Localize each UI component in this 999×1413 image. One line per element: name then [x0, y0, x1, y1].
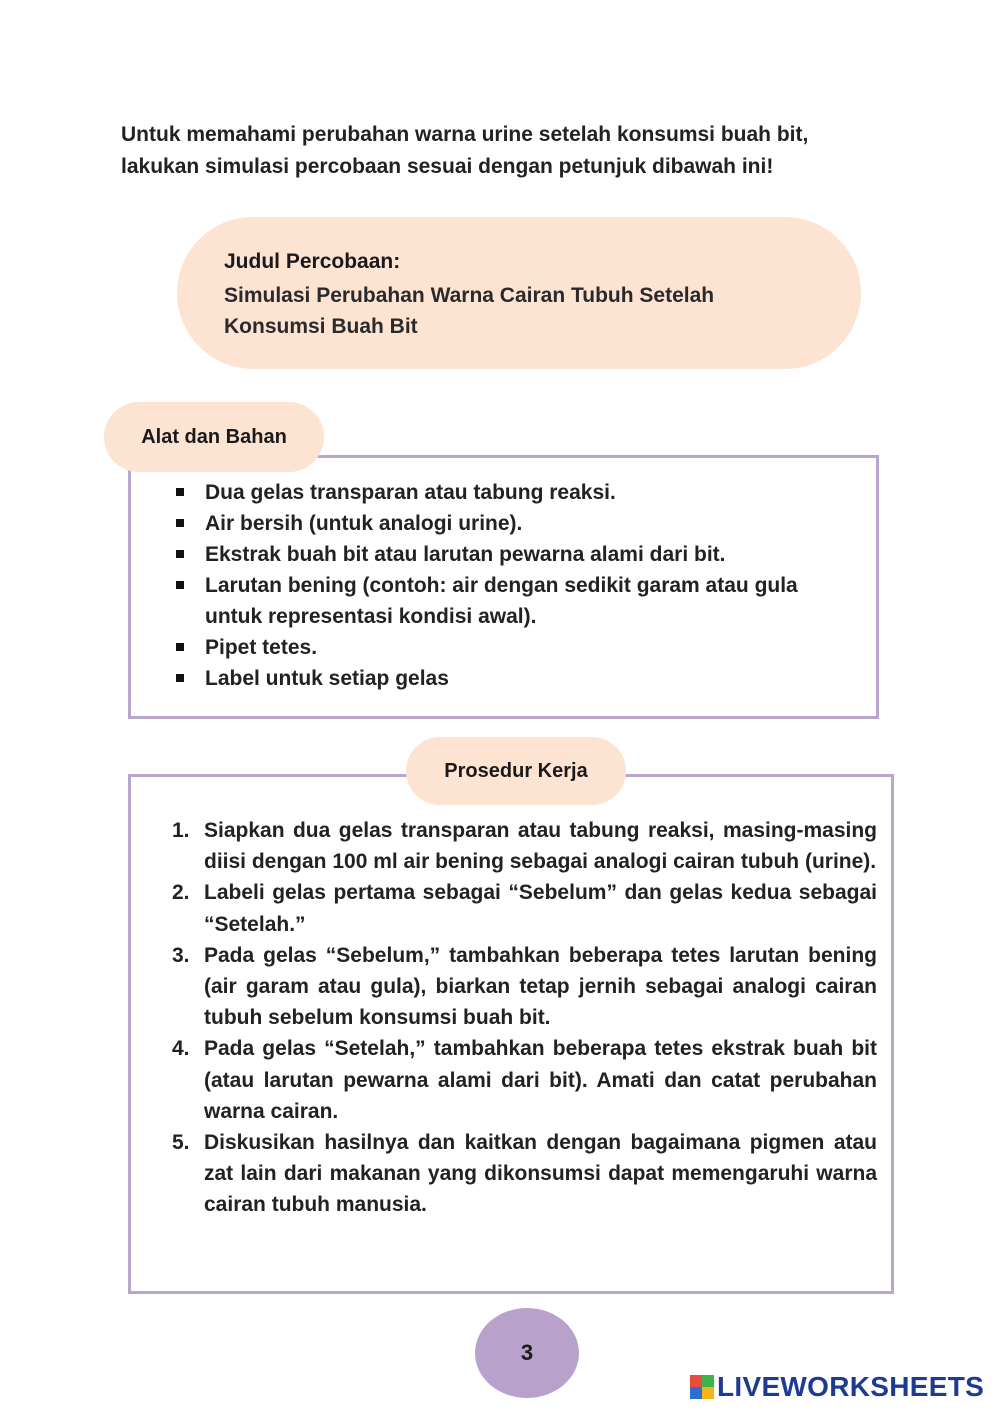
- experiment-title-text: Simulasi Perubahan Warna Cairan Tubuh Setelah Konsumsi Buah Bit: [224, 284, 715, 338]
- material-text: Air bersih (untuk analogi urine).: [205, 512, 523, 535]
- step-text: Diskusikan hasilnya dan kaitkan dengan bagaimana pigmen atau zat lain dari makanan yang dikonsumsi dapat memengaruhi warna cairan tubuh manusia.: [204, 1131, 877, 1217]
- list-item: [176, 570, 846, 632]
- material-text: Ekstrak buah bit atau larutan pewarna alami dari bit.: [205, 543, 726, 566]
- materials-title: Alat dan Bahan: [104, 402, 324, 472]
- square-bullet-icon: [176, 674, 184, 682]
- procedure-list: [172, 815, 877, 1221]
- step-text: Labeli gelas pertama sebagai “Sebelum” dan gelas kedua sebagai “Setelah.”: [204, 881, 877, 936]
- step-text: Pada gelas “Setelah,” tambahkan beberapa tetes ekstrak buah bit (atau larutan pewarna alami dari bit). Amati dan catat perubahan warna cairan.: [204, 1037, 877, 1123]
- step-number: 5.: [172, 1131, 190, 1155]
- intro-paragraph: Untuk memahami perubahan warna urine setelah konsumsi buah bit, lakukan simulasi percobaan sesuai dengan petunjuk dibawah ini!: [121, 123, 809, 178]
- step-number: 2.: [172, 881, 190, 905]
- step-number: 3.: [172, 943, 190, 967]
- material-text: Label untuk setiap gelas: [205, 667, 449, 690]
- page-number: 3: [475, 1308, 579, 1398]
- liveworksheets-logo-icon: [690, 1375, 714, 1399]
- square-bullet-icon: [176, 643, 184, 651]
- square-bullet-icon: [176, 550, 184, 558]
- step-text: Pada gelas “Sebelum,” tambahkan beberapa tetes larutan bening (air garam atau gula), biarkan tetap jernih sebagai analogi cairan tubuh sebelum konsumsi buah bit.: [204, 943, 877, 1030]
- step-number: 1.: [172, 819, 190, 842]
- step-text: Siapkan dua gelas transparan atau tabung reaksi, masing-masing diisi dengan 100 ml air bening sebagai analogi cairan tubuh (urine).: [204, 819, 877, 874]
- material-text: Dua gelas transparan atau tabung reaksi.: [205, 481, 616, 504]
- experiment-title-card: [177, 217, 861, 369]
- materials-list: [176, 477, 846, 694]
- square-bullet-icon: [176, 581, 184, 589]
- experiment-title-heading: Judul Percobaan:: [224, 250, 401, 273]
- step-number: 4.: [172, 1037, 190, 1061]
- liveworksheets-brand[interactable]: [690, 1370, 984, 1404]
- square-bullet-icon: [176, 488, 184, 496]
- procedure-step: [172, 1127, 877, 1221]
- material-text: Pipet tetes.: [205, 636, 318, 659]
- list-item: [176, 663, 846, 694]
- list-item: [176, 508, 846, 539]
- procedure-title: Prosedur Kerja: [406, 737, 626, 805]
- list-item: [176, 477, 846, 508]
- material-text: Larutan bening (contoh: air dengan sedikit garam atau gula untuk representasi kondisi awal).: [205, 574, 798, 628]
- procedure-step: [172, 1033, 877, 1127]
- square-bullet-icon: [176, 519, 184, 527]
- procedure-step: [172, 815, 877, 877]
- list-item: [176, 539, 846, 570]
- procedure-step: [172, 877, 877, 939]
- list-item: [176, 632, 846, 663]
- brand-text: LIVEWORKSHEETS: [717, 1371, 985, 1402]
- procedure-step: [172, 940, 877, 1034]
